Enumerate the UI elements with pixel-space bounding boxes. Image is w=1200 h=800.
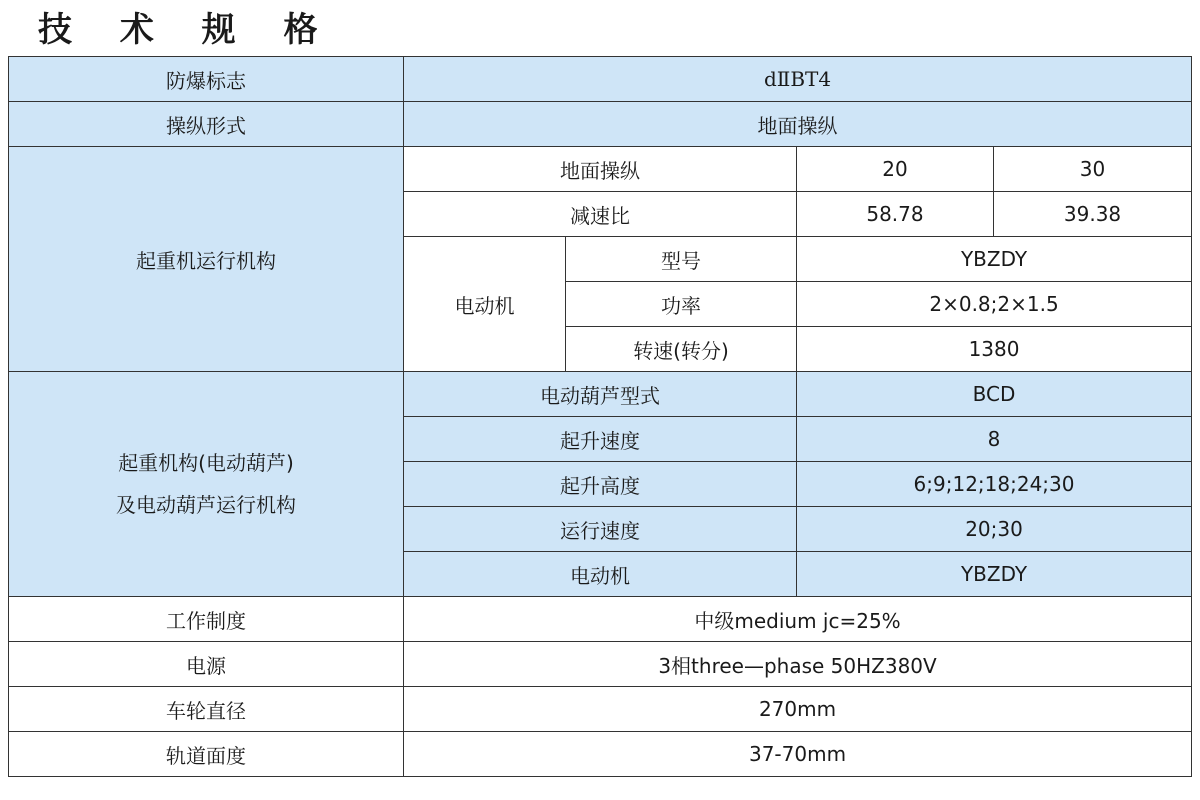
section-label-line: 起重机构(电动葫芦) bbox=[118, 451, 294, 475]
cell-label: 电动葫芦型式 bbox=[404, 372, 797, 417]
cell-label: 起升速度 bbox=[404, 417, 797, 462]
cell-label: 运行速度 bbox=[404, 507, 797, 552]
table-row bbox=[9, 732, 1192, 777]
cell-value: YBZDY bbox=[797, 237, 1192, 282]
table-row bbox=[9, 687, 1192, 732]
cell-label: 电源 bbox=[9, 642, 404, 687]
cell-value: 30 bbox=[994, 147, 1192, 192]
section-label-line: 及电动葫芦运行机构 bbox=[116, 493, 296, 517]
cell-label: 轨道面度 bbox=[9, 732, 404, 777]
cell-value: BCD bbox=[797, 372, 1192, 417]
cell-value: 20;30 bbox=[797, 507, 1192, 552]
cell-value: 地面操纵 bbox=[404, 102, 1192, 147]
cell-value: 39.38 bbox=[994, 192, 1192, 237]
group-label: 电动机 bbox=[404, 237, 566, 372]
cell-value: 2×0.8;2×1.5 bbox=[797, 282, 1192, 327]
cell-value: 6;9;12;18;24;30 bbox=[797, 462, 1192, 507]
table-row bbox=[9, 597, 1192, 642]
table-row bbox=[9, 57, 1192, 102]
cell-label: 转速(转分) bbox=[566, 327, 797, 372]
cell-value: dⅡBT4 bbox=[404, 57, 1192, 102]
cell-label: 减速比 bbox=[404, 192, 797, 237]
table-row bbox=[9, 372, 1192, 417]
cell-label: 工作制度 bbox=[9, 597, 404, 642]
cell-label: 地面操纵 bbox=[404, 147, 797, 192]
section-label bbox=[9, 372, 404, 597]
table-row bbox=[9, 147, 1192, 192]
cell-value: 37-70mm bbox=[404, 732, 1192, 777]
table-row bbox=[9, 642, 1192, 687]
cell-value: 1380 bbox=[797, 327, 1192, 372]
page-title: 技 术 规 格 bbox=[38, 10, 336, 50]
cell-value: 3相three—phase 50HZ380V bbox=[404, 642, 1192, 687]
cell-label: 功率 bbox=[566, 282, 797, 327]
table-row bbox=[9, 102, 1192, 147]
cell-value: 8 bbox=[797, 417, 1192, 462]
cell-value: 270mm bbox=[404, 687, 1192, 732]
cell-label: 起升高度 bbox=[404, 462, 797, 507]
cell-label: 防爆标志 bbox=[9, 57, 404, 102]
cell-label: 车轮直径 bbox=[9, 687, 404, 732]
cell-value: 58.78 bbox=[797, 192, 994, 237]
cell-value: 中级medium jc=25% bbox=[404, 597, 1192, 642]
cell-value: 20 bbox=[797, 147, 994, 192]
spec-table bbox=[8, 56, 1192, 777]
cell-label: 操纵形式 bbox=[9, 102, 404, 147]
section-label: 起重机运行机构 bbox=[9, 147, 404, 372]
cell-label: 型号 bbox=[566, 237, 797, 282]
cell-value: YBZDY bbox=[797, 552, 1192, 597]
cell-label: 电动机 bbox=[404, 552, 797, 597]
